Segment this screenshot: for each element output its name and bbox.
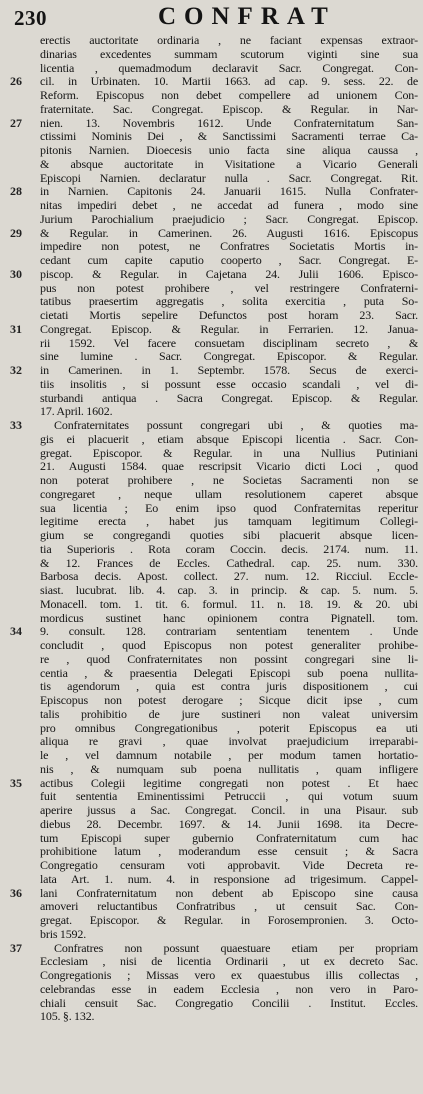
text-line — [0, 323, 423, 337]
margin-note-number: 32 — [10, 364, 22, 377]
text-line — [0, 227, 423, 241]
line-text: Barbosa decis. Apost. collect. 27. num. 12. Ricciul. Eccle- — [40, 570, 418, 584]
line-text: concludit , quod Episcopus non potest generaliter prohibe- — [40, 639, 418, 652]
text-line — [0, 185, 423, 199]
line-text: tatibus praesertim aggregatis , solita exercitia , puta So- — [40, 295, 418, 309]
line-text: re , quod Confraternitates non possint congregari sine li- — [40, 652, 418, 666]
text-line — [0, 488, 423, 502]
text-line — [0, 790, 423, 804]
line-text: tia Superioris . Rota coram Coccin. decis. 2174. num. 11. — [40, 542, 418, 556]
line-text: pus non potest prohibere , vel restringere Confraterni- — [40, 281, 418, 295]
text-line — [0, 199, 423, 213]
text-line — [0, 130, 423, 144]
line-text: Confraternitates possunt congregari ubi , & quoties ma- — [54, 419, 418, 432]
text-line — [0, 543, 423, 557]
text-line — [0, 268, 423, 282]
text-line — [0, 48, 423, 62]
text-line — [0, 653, 423, 667]
text-line — [0, 117, 423, 131]
line-text: Congregat. Episcop. & Regular. in Ferrarien. 12. Janua- — [40, 322, 418, 336]
line-text: fraternitate. Sac. Congregat. Episcop. & Regular. in Nar- — [40, 102, 418, 116]
text-line — [0, 447, 423, 461]
line-text: & absque auctoritate in Visitatione a Vicario Generali — [40, 157, 418, 171]
line-text: nis , & numquam sub poena nullitatis , quam infligere — [40, 762, 418, 776]
text-line — [0, 639, 423, 653]
line-text: non poterat prohibere , ne Societas Sacramenti non se — [40, 474, 418, 487]
line-text: tis agendorum , quia est contra juris dispositionem , cui — [40, 680, 418, 694]
line-text: fuit sententia Eminentissimi Petruccii , qui votum suum — [40, 790, 418, 804]
line-text: Congregatio censuram voti approbavit. Vide Decreta re- — [40, 859, 418, 872]
margin-note-number: 34 — [10, 625, 22, 639]
line-text: celebrandas esse in eadem Ecclesia , non vero in Paro- — [40, 982, 418, 996]
text-line — [0, 282, 423, 296]
text-line — [0, 900, 423, 914]
margin-note-number: 30 — [10, 267, 22, 281]
text-line — [0, 584, 423, 598]
text-line — [0, 722, 423, 736]
text-line — [0, 34, 423, 48]
line-text: diebus 28. Decembr. 1697. & 14. Junii 1698. ita Decre- — [40, 817, 418, 831]
line-text: legitime erecta , habet jus tamquam legitimum Collegi- — [40, 515, 418, 529]
line-text: cil. in Urbinaten. 10. Martii 1663. ad cap. 9. sess. 22. de — [40, 75, 418, 89]
text-line — [0, 694, 423, 708]
text-line — [0, 928, 423, 942]
text-line — [0, 309, 423, 323]
margin-note-number: 26 — [10, 75, 22, 89]
text-line — [0, 75, 423, 89]
text-line — [0, 474, 423, 488]
line-text: 21. Augusti 1584. quae rescripsit Vicario dicti Loci , quod — [40, 460, 418, 474]
line-text: in Narnien. Capitonis 24. Januarii 1615. Nulla Confrater- — [40, 185, 418, 199]
line-text: bris 1592. — [40, 927, 87, 941]
line-text: siast. lucubrat. lib. 4. cap. 3. in princip. & cap. 5. num. 5. — [40, 584, 418, 597]
text-line — [0, 625, 423, 639]
line-text: 9. consult. 128. contrariam sententiam tenentem . Unde — [40, 625, 418, 639]
margin-note-number: 29 — [10, 226, 22, 240]
text-line — [0, 955, 423, 969]
line-text: Ecclesiam , nisi de licentia Ordinarii , ut ex decreto Sac. — [40, 955, 418, 969]
line-text: gis ei placuerit , etiam absque Episcopi licentia . Sacr. Con- — [40, 432, 418, 446]
text-line — [0, 378, 423, 392]
text-line — [0, 337, 423, 351]
line-text: lani Confraternitatum non debent ab Episcopo sine causa — [40, 886, 418, 900]
line-text: actibus Colegii legitime congregati non potest . Et haec — [40, 776, 418, 790]
text-line — [0, 213, 423, 227]
text-line — [0, 818, 423, 832]
text-line — [0, 969, 423, 983]
margin-note-number: 35 — [10, 776, 22, 790]
line-text: chiali censuit Sac. Congregatio Concilii . Institut. Eccles. — [40, 996, 418, 1010]
line-text: Monacell. tom. 1. tit. 6. formul. 11. n. 18. 19. & 20. ubi — [40, 597, 418, 611]
text-line — [0, 997, 423, 1011]
text-line — [0, 433, 423, 447]
line-text: nien. 13. Novembris 1612. Unde Confraternitatum San- — [40, 116, 418, 130]
text-line — [0, 502, 423, 516]
text-line — [0, 419, 423, 433]
line-text: Episcopus non potest derogare ; Sicque dicit ipse , cum — [40, 694, 418, 707]
text-line — [0, 172, 423, 186]
text-line — [0, 295, 423, 309]
text-line — [0, 667, 423, 681]
line-text: gregat. Episcopor. & Regular. in una Nullius Putiniani — [40, 446, 418, 460]
text-line — [0, 144, 423, 158]
line-text: 105. §. 132. — [40, 1010, 95, 1024]
line-text: lata Art. 1. num. 4. in responsione ad trigesimum. Cappel- — [40, 872, 418, 886]
text-line — [0, 515, 423, 529]
text-line — [0, 89, 423, 103]
line-text: aliqua re gravi , quae involvat praejudicium irreparabi- — [40, 735, 418, 749]
text-line — [0, 763, 423, 777]
line-text: ctissimi Nominis Dei , & Sanctissimi Sacramenti terrae Ca- — [40, 130, 418, 144]
margin-note-number: 36 — [10, 886, 22, 900]
text-line — [0, 529, 423, 543]
line-text: mordicus sustinet hanc opinionem contra Pignatell. tom. — [40, 611, 418, 625]
text-line — [0, 570, 423, 584]
line-text: gregat. Episcopor. & Regular. in Forosempronien. 3. Octo- — [40, 914, 418, 927]
line-text: congregaret , neque ullam resolutionem caperet absque — [40, 487, 418, 501]
line-text: centia , & praesentia Delegati Episcopi sub poena nullita- — [40, 666, 418, 680]
line-text: tum Episcopi super gubernio Confraternitatum cum hac — [40, 831, 418, 845]
text-line — [0, 914, 423, 928]
line-text: cietati Mortis sepelire Defunctos post horam 23. Sacr. — [40, 309, 418, 322]
text-line — [0, 983, 423, 997]
line-text: 17. April. 1602. — [40, 405, 113, 419]
text-line — [0, 735, 423, 749]
line-text: talis prohibitio de jure sustineri non valeat universim — [40, 707, 418, 721]
text-line — [0, 1010, 423, 1024]
line-text: licentia , quemadmodum declaravit Sacr. Congregat. Con- — [40, 61, 418, 75]
text-line — [0, 364, 423, 378]
line-text: & 12. Frances de Eccles. Cathedral. cap. 25. num. 330. — [40, 556, 418, 570]
line-text: Reform. Episcopus non debet compellere ad unionem Con- — [40, 89, 418, 102]
margin-note-number: 37 — [10, 941, 22, 955]
line-text: sturbandi antiqua . Sacra Congregat. Episcop. & Regular. — [40, 391, 418, 405]
line-text: aperire jussus a Sac. Congregat. Concil. in una Pisaur. sub — [40, 804, 418, 817]
page-number: 230 — [14, 6, 47, 30]
line-text: erectis auctoritate ordinaria , ne faciant expensas extraor- — [40, 34, 418, 47]
text-line — [0, 859, 423, 873]
text-line — [0, 392, 423, 406]
line-text: sua licentia ; Eo enim ipso quod Confraternitas reperitur — [40, 501, 418, 515]
line-text: sine lumine . Sacr. Congregat. Episcopor. & Regular. — [40, 350, 418, 364]
line-text: & Regular. in Camerinen. 26. Augusti 1616. Episcopus — [40, 226, 418, 240]
body-text — [0, 34, 423, 1024]
line-text: gium se congregandi quoties sibi placuerit absque licen- — [40, 529, 418, 542]
text-line — [0, 240, 423, 254]
line-text: pro omnibus Congregationibus , poterit Episcopus ea uti — [40, 721, 418, 735]
line-text: Jurium Parochialium praejudicio ; Sacr. Congregat. Episcop. — [40, 212, 418, 226]
running-title: CONFRAT — [158, 3, 336, 30]
line-text: impedire non potest, ne Confratres Societatis Mortis in- — [40, 240, 418, 254]
line-text: nitas impediri debet , ne accedat ad funera , modo sine — [40, 199, 418, 212]
text-line — [0, 777, 423, 791]
text-line — [0, 254, 423, 268]
text-line — [0, 405, 423, 419]
margin-note-number: 27 — [10, 116, 22, 130]
line-text: cedant cum capite caputio cooperto , Sacr. Congregat. E- — [40, 254, 418, 267]
text-line — [0, 557, 423, 571]
text-line — [0, 832, 423, 846]
text-line — [0, 845, 423, 859]
text-line — [0, 887, 423, 901]
line-text: tiis insolitis , si possunt esse occasio scandali , vel di- — [40, 377, 418, 391]
text-line — [0, 612, 423, 626]
margin-note-number: 31 — [10, 322, 22, 336]
text-line — [0, 158, 423, 172]
line-text: amoveri reluctantibus Confratribus , ut censuit Sac. Con- — [40, 900, 418, 914]
text-line — [0, 460, 423, 474]
line-text: Episcopi Narnien. declaratur nulla . Sacr. Congregat. Rit. — [40, 171, 418, 185]
line-text: rii 1592. Vel facere consuetam disciplinam secreto , & — [40, 336, 418, 350]
line-text: prohibitione latum , moderandum esse censuit ; & Sacra — [40, 845, 418, 859]
line-text: in Camerinen. in 1. Septembr. 1578. Secus de exerci- — [40, 364, 418, 377]
text-line — [0, 749, 423, 763]
line-text: Confratres non possunt quaestuare etiam per propriam — [54, 941, 418, 955]
text-line — [0, 873, 423, 887]
text-line — [0, 680, 423, 694]
margin-note-number: 33 — [10, 419, 22, 432]
line-text: piscop. & Regular. in Cajetana 24. Julii 1606. Episco- — [40, 267, 418, 281]
text-line — [0, 350, 423, 364]
line-text: le , vel damnum notabile , per modum tamen hortatio- — [40, 749, 418, 762]
text-line — [0, 103, 423, 117]
text-line — [0, 62, 423, 76]
line-text: Congregationis ; Missas vero ex quaestubus illis collectas , — [40, 969, 418, 982]
text-line — [0, 804, 423, 818]
text-line — [0, 598, 423, 612]
margin-note-number: 28 — [10, 185, 22, 199]
line-text: dinarias excedentes summam scutorum viginti sine sua — [40, 47, 418, 61]
page-header — [0, 0, 423, 34]
line-text: pitonis Narnien. Dioecesis unio facta sine aliqua caussa , — [40, 144, 418, 157]
text-line — [0, 942, 423, 956]
text-line — [0, 708, 423, 722]
